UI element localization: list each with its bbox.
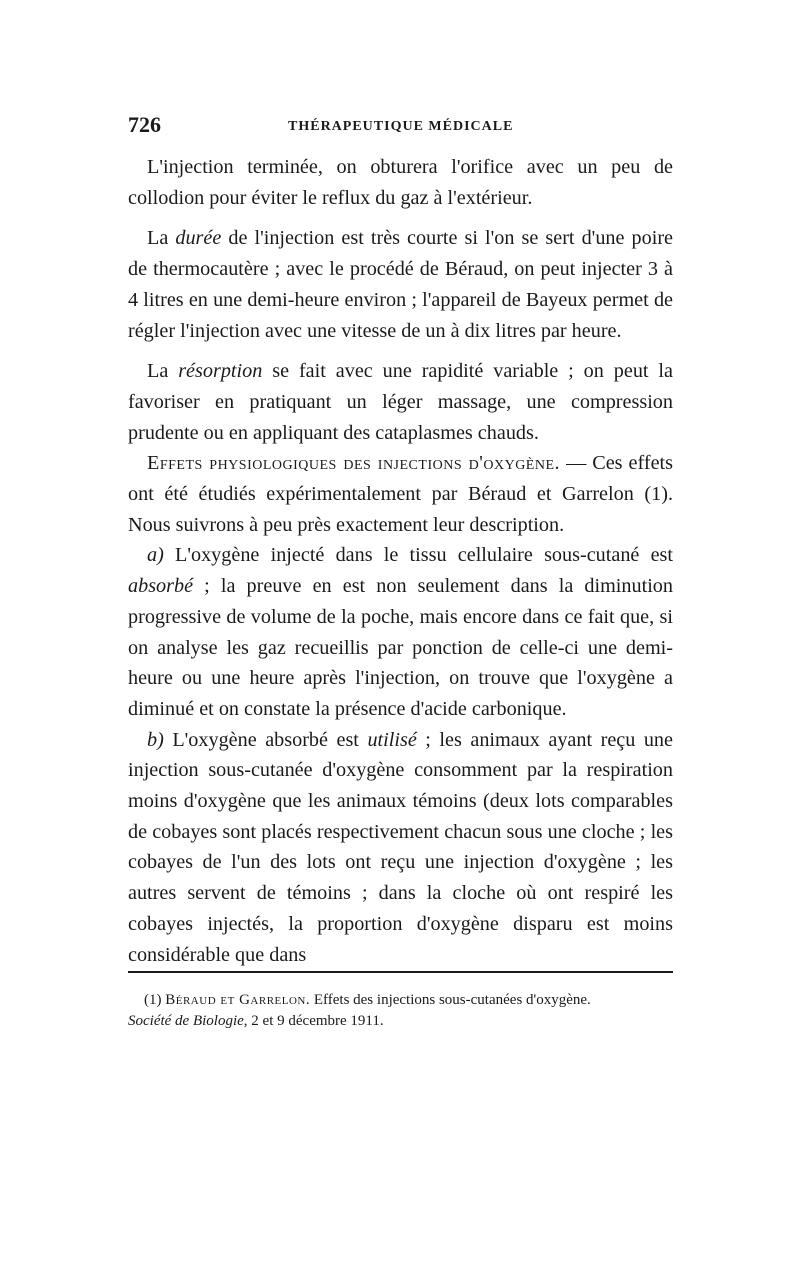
paragraph-resorption xyxy=(128,356,673,448)
list-label-a: a) xyxy=(147,544,164,567)
paragraph-duration xyxy=(128,223,673,346)
emphasis-absorbe: absorbé xyxy=(128,575,194,598)
footnote-title: Effets des injections sous-cutanées d'oxygène. xyxy=(310,992,591,1008)
paragraph-text: ; la preuve en est non seulement dans la diminution progressive de volume de la poche, mais encore dans ce fait que, si on analyse les gaz recueillis par ponction de celle-ci une demi-heure ou une heure après l'injection, on trouve que l'oxygène a diminué et on constate la présence d'acide carbonique. xyxy=(128,575,673,720)
body-text xyxy=(128,152,673,970)
footnote-divider xyxy=(128,971,673,973)
paragraph-text: L'injection terminée, on obturera l'orifice avec un peu de collodion pour éviter le reflux du gaz à l'extérieur. xyxy=(128,156,673,209)
paragraph-text: se fait avec une rapidité variable ; on peut la favoriser en pratiquant un léger massage, une compression prudente ou en appliquant des cataplasmes chauds. xyxy=(128,360,674,444)
footnote-text xyxy=(128,990,673,1032)
footnote xyxy=(128,990,673,1032)
paragraph-point-a xyxy=(128,540,673,724)
paragraph-text: La xyxy=(147,360,179,383)
paragraph-point-b xyxy=(128,725,673,971)
footnote-date: 2 et 9 décembre 1911. xyxy=(247,1013,384,1029)
paragraph-text: — Ces effets ont été étudiés expérimentalement par Béraud et Garrelon (1). Nous suivrons à peu près exactement leur description. xyxy=(128,452,673,536)
footnote-authors: Béraud et Garrelon. xyxy=(165,992,311,1008)
paragraph-text: ; les animaux ayant reçu une injection sous-cutanée d'oxygène consomment par la respiration moins d'oxygène que les animaux témoins (deux lots comparables de cobayes sont placés respectivement chacun sous une cloche ; les cobayes de l'un des lots ont reçu une injection d'oxygène ; les autres servent de témoins ; dans la cloche où ont respiré les cobayes injectés, la proportion d'oxygène disparu est moins considérable que dans xyxy=(128,728,673,966)
emphasis-resorption: résorption xyxy=(178,360,263,383)
footnote-marker: (1) xyxy=(144,992,162,1008)
emphasis-duree: durée xyxy=(175,227,222,250)
paragraph-physiological-effects xyxy=(128,448,673,540)
running-head: THÉRAPEUTIQUE MÉDICALE xyxy=(288,119,514,134)
paragraph-text: L'oxygène absorbé est xyxy=(163,728,368,751)
paragraph-text: La xyxy=(147,227,176,250)
page-header xyxy=(128,112,673,146)
paragraph-text: de l'injection est très courte si l'on se sert d'une poire de thermocautère ; avec le procédé de Béraud, on peut injecter 3 à 4 litres en une demi-heure environ ; l'appareil de Bayeux permet de régler l'injection avec une vitesse de un à dix litres par heure. xyxy=(128,227,673,342)
emphasis-utilise: utilisé xyxy=(367,728,417,751)
list-label-b: b) xyxy=(147,728,164,751)
section-heading: Effets physiologiques des injections d'oxygène. xyxy=(147,452,561,475)
paragraph-text: L'oxygène injecté dans le tissu cellulaire sous-cutané est xyxy=(163,544,673,567)
paragraph-injection-end xyxy=(128,152,673,213)
page-number: 726 xyxy=(128,112,161,137)
footnote-journal: Société de Biologie, xyxy=(128,1013,248,1029)
